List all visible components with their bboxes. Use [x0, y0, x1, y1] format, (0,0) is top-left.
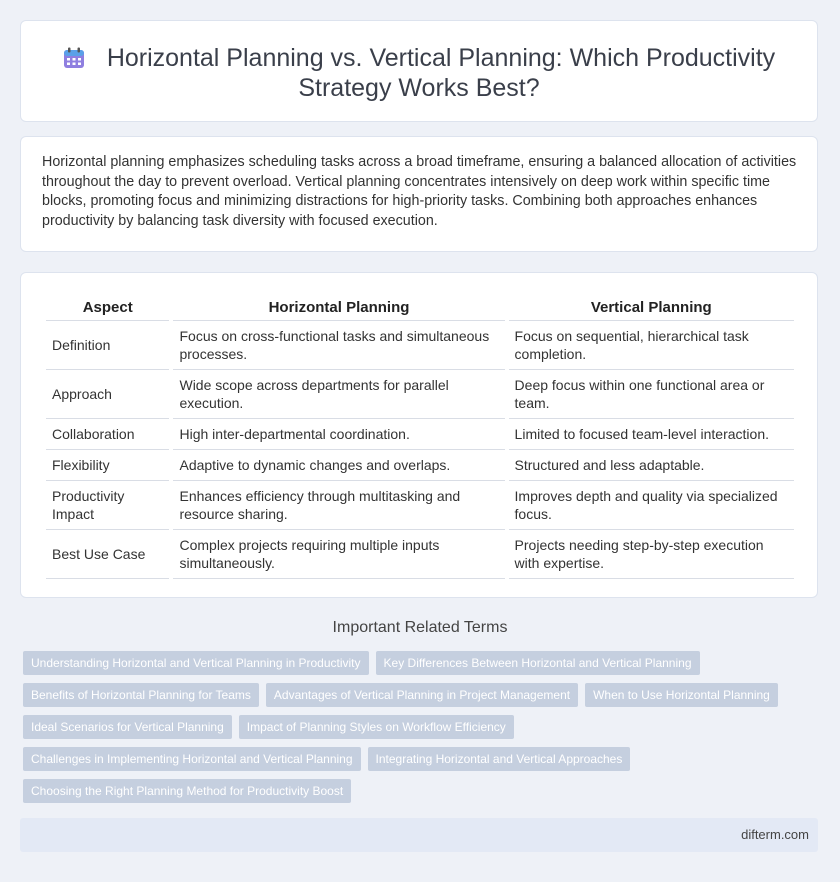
related-terms-list — [23, 651, 813, 811]
cell-horizontal: High inter-departmental coordination. — [173, 419, 504, 450]
table-row — [46, 481, 794, 530]
cell-horizontal: Complex projects requiring multiple inputs simultaneously. — [173, 530, 504, 579]
footer-site-link[interactable]: difterm.com — [741, 827, 809, 842]
related-term-tag[interactable]: Choosing the Right Planning Method for Productivity Boost — [23, 779, 351, 803]
related-term-tag[interactable]: Key Differences Between Horizontal and Vertical Planning — [376, 651, 700, 675]
related-term-tag[interactable]: When to Use Horizontal Planning — [585, 683, 778, 707]
comparison-table — [42, 295, 798, 579]
header-horizontal: Horizontal Planning — [173, 295, 504, 321]
header-card — [20, 20, 818, 122]
comparison-card — [20, 272, 818, 598]
cell-horizontal: Wide scope across departments for parallel execution. — [173, 370, 504, 419]
cell-vertical: Improves depth and quality via specialized focus. — [509, 481, 794, 530]
page-title: Horizontal Planning vs. Vertical Planning: Which Productivity Strategy Works Best? — [106, 44, 776, 102]
page-title-wrap — [61, 43, 777, 103]
cell-vertical: Focus on sequential, hierarchical task completion. — [509, 321, 794, 370]
cell-horizontal: Enhances efficiency through multitasking and resource sharing. — [173, 481, 504, 530]
cell-aspect: Best Use Case — [46, 530, 169, 579]
cell-aspect: Collaboration — [46, 419, 169, 450]
cell-vertical: Projects needing step-by-step execution with expertise. — [509, 530, 794, 579]
cell-vertical: Deep focus within one functional area or team. — [509, 370, 794, 419]
related-terms-title: Important Related Terms — [332, 619, 508, 636]
related-term-tag[interactable]: Ideal Scenarios for Vertical Planning — [23, 715, 232, 739]
related-term-tag[interactable]: Integrating Horizontal and Vertical Approaches — [368, 747, 631, 771]
related-term-tag[interactable]: Advantages of Vertical Planning in Project Management — [266, 683, 578, 707]
footer-bar — [20, 818, 818, 852]
cell-aspect: Productivity Impact — [46, 481, 169, 530]
intro-paragraph: Horizontal planning emphasizes scheduling tasks across a broad timeframe, ensuring a balanced allocation of activities throughout the day to prevent overload. Vertical planning concentrates intensively on deep work within specific time blocks, promoting focus and minimizing distractions for high-priority tasks. Combining both approaches enhances productivity by balancing task diversity with focused execution. — [42, 154, 797, 229]
table-row — [46, 530, 794, 579]
cell-aspect: Approach — [46, 370, 169, 419]
related-term-tag[interactable]: Understanding Horizontal and Vertical Planning in Productivity — [23, 651, 369, 675]
header-vertical: Vertical Planning — [509, 295, 794, 321]
table-row — [46, 370, 794, 419]
table-header-row — [46, 295, 794, 321]
intro-card — [20, 136, 818, 252]
table-row — [46, 419, 794, 450]
header-aspect: Aspect — [46, 295, 169, 321]
related-term-tag[interactable]: Impact of Planning Styles on Workflow Efficiency — [239, 715, 514, 739]
cell-horizontal: Focus on cross-functional tasks and simultaneous processes. — [173, 321, 504, 370]
related-term-tag[interactable]: Benefits of Horizontal Planning for Teams — [23, 683, 259, 707]
calendar-icon — [63, 47, 85, 69]
table-row — [46, 321, 794, 370]
related-term-tag[interactable]: Challenges in Implementing Horizontal and Vertical Planning — [23, 747, 361, 771]
table-row — [46, 450, 794, 481]
cell-aspect: Definition — [46, 321, 169, 370]
cell-aspect: Flexibility — [46, 450, 169, 481]
cell-horizontal: Adaptive to dynamic changes and overlaps. — [173, 450, 504, 481]
cell-vertical: Limited to focused team-level interaction. — [509, 419, 794, 450]
cell-vertical: Structured and less adaptable. — [509, 450, 794, 481]
